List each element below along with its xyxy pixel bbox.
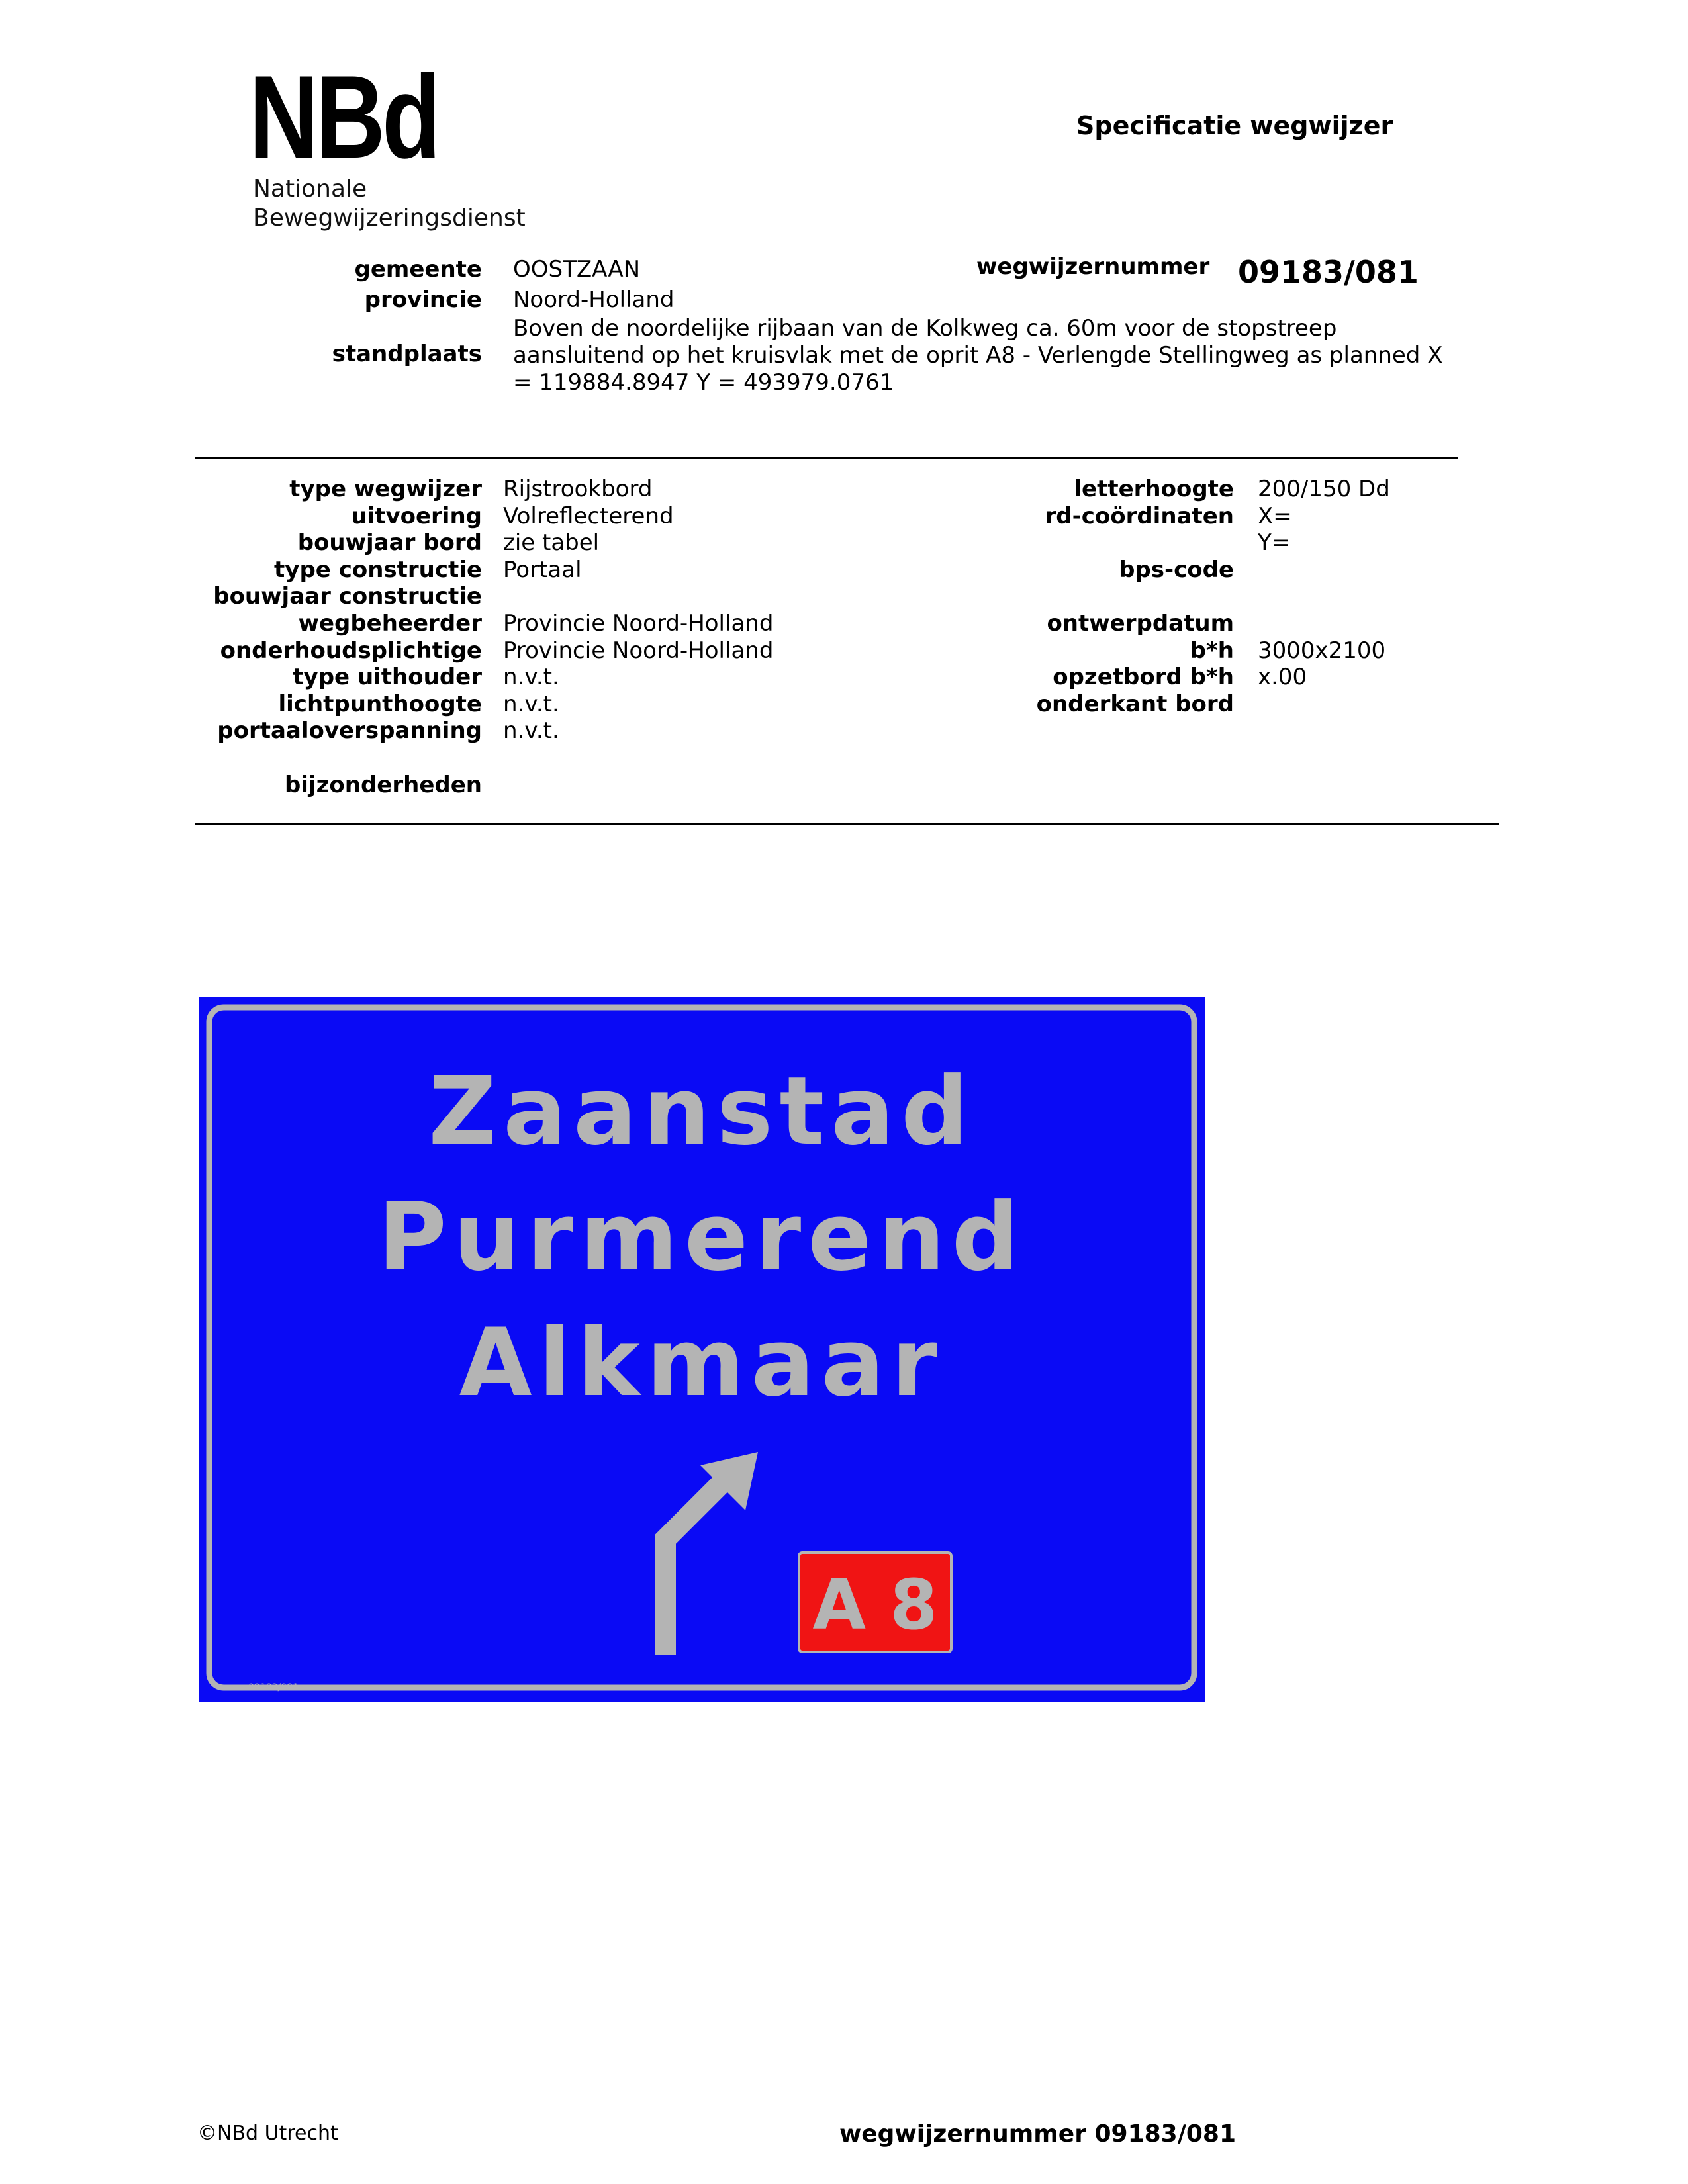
left-fields-value: Portaal bbox=[503, 556, 582, 583]
provincie-label: provincie bbox=[364, 287, 482, 313]
left-fields-label: type wegwijzer bbox=[289, 476, 482, 502]
right-fields-value: Y= bbox=[1258, 529, 1291, 557]
left-fields-label: lichtpunthoogte bbox=[278, 690, 482, 717]
gemeente-label: gemeente bbox=[354, 256, 482, 283]
destination-alkmaar: Alkmaar bbox=[459, 1308, 945, 1418]
left-fields-value: n.v.t. bbox=[503, 717, 559, 745]
left-fields-label: onderhoudsplichtige bbox=[220, 637, 482, 664]
right-fields-label: rd-coördinaten bbox=[1045, 502, 1234, 529]
left-fields-label: uitvoering bbox=[351, 502, 482, 529]
left-fields-label: bijzonderheden bbox=[284, 771, 482, 798]
logo-line-1: Nationale bbox=[253, 175, 367, 203]
standplaats-label: standplaats bbox=[332, 341, 482, 367]
right-fields-label: b*h bbox=[1190, 637, 1234, 664]
divider-top bbox=[195, 457, 1458, 459]
left-fields-value: Provincie Noord-Holland bbox=[503, 637, 774, 664]
right-fields-value: X= bbox=[1258, 502, 1292, 529]
road-shield-label: A 8 bbox=[812, 1565, 938, 1645]
road-shield-a8 bbox=[799, 1553, 951, 1652]
right-fields-value: x.00 bbox=[1258, 664, 1307, 691]
left-fields-label: type constructie bbox=[274, 556, 482, 583]
right-fields-label: onderkant bord bbox=[1036, 690, 1234, 717]
divider-bottom bbox=[195, 823, 1499, 825]
footer-sign-number: wegwijzernummer 09183/081 bbox=[839, 2120, 1237, 2148]
left-fields-value: Rijstrookbord bbox=[503, 476, 653, 502]
left-fields-label: wegbeheerder bbox=[298, 610, 482, 637]
right-fields-label: letterhoogte bbox=[1074, 476, 1234, 502]
left-fields-label: type uithouder bbox=[293, 664, 482, 691]
left-fields-label: bouwjaar bord bbox=[297, 529, 482, 557]
standplaats-value: Boven de noordelijke rijbaan van de Kolkweg ca. 60m voor de stopstreep aansluitend op het kruisvlak met de oprit A8 - Verlengde Stellingweg as planned X = 119884.8947 Y = 493979.0761 bbox=[513, 315, 1443, 396]
provincie-value: Noord-Holland bbox=[513, 287, 675, 313]
sign-code: 09183/081 bbox=[248, 1682, 299, 1693]
left-fields-value: Provincie Noord-Holland bbox=[503, 610, 774, 637]
right-fields-label: ontwerpdatum bbox=[1047, 610, 1234, 637]
destination-purmerend: Purmerend bbox=[377, 1183, 1026, 1292]
logo-line-2: Bewegwijzeringsdienst bbox=[253, 205, 526, 232]
destination-zaanstad: Zaanstad bbox=[428, 1057, 975, 1166]
gemeente-value: OOSTZAAN bbox=[513, 256, 641, 283]
wegwijzernummer-label: wegwijzernummer bbox=[976, 253, 1210, 280]
left-fields-value: n.v.t. bbox=[503, 690, 559, 717]
footer-copyright: ©NBd Utrecht bbox=[197, 2122, 338, 2145]
left-fields-label: portaaloverspanning bbox=[217, 717, 482, 745]
sign-drawing bbox=[199, 997, 1205, 1702]
right-fields-label: opzetbord b*h bbox=[1053, 664, 1234, 691]
right-fields-value: 200/150 Dd bbox=[1258, 476, 1390, 502]
wegwijzernummer-value: 09183/081 bbox=[1238, 254, 1419, 290]
logo-mark: NBd bbox=[249, 51, 438, 183]
right-fields-label: bps-code bbox=[1119, 556, 1234, 583]
left-fields-label: bouwjaar constructie bbox=[213, 583, 482, 610]
document-title: Specificatie wegwijzer bbox=[1076, 111, 1393, 140]
left-fields-value: Volreflecterend bbox=[503, 502, 674, 529]
left-fields-value: n.v.t. bbox=[503, 664, 559, 691]
left-fields-value: zie tabel bbox=[503, 529, 600, 557]
right-fields-value: 3000x2100 bbox=[1258, 637, 1386, 664]
